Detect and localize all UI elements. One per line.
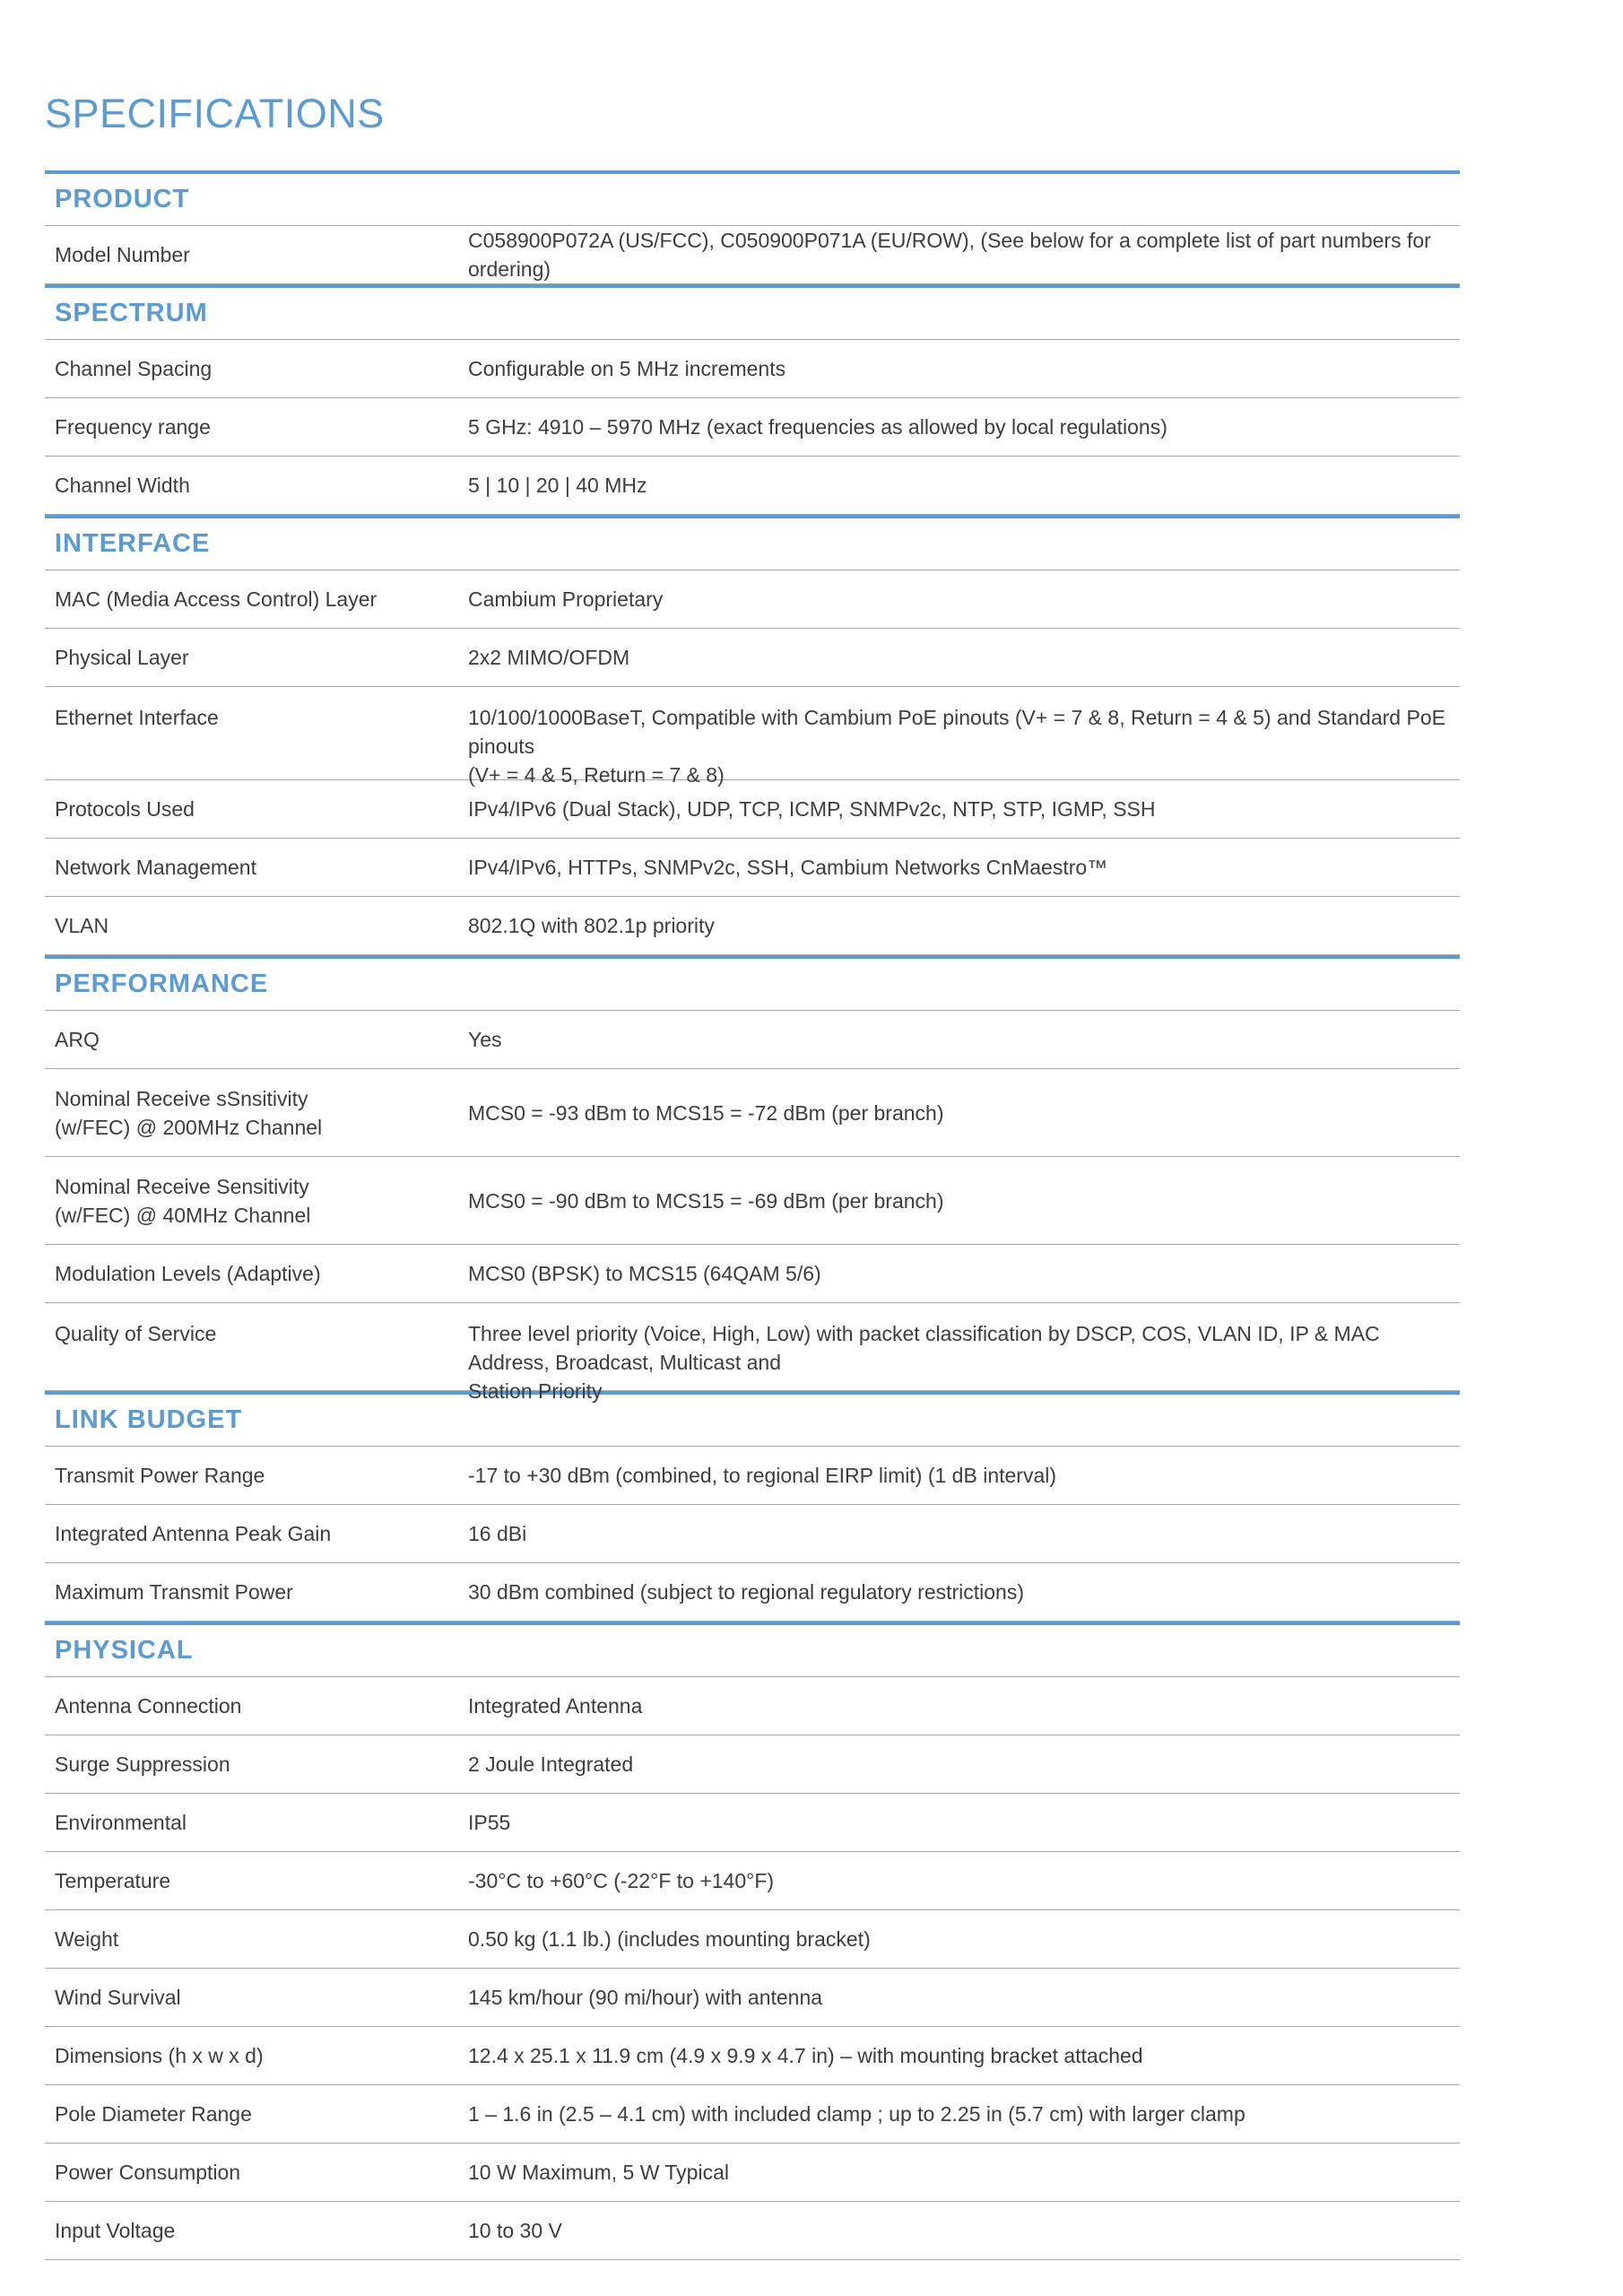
spec-value: 10/100/1000BaseT, Compatible with Cambium PoE pinouts (V+ = 7 & 8, Return = 4 & 5) and Standard PoE pinouts (V+ = 4 & 5, Return = 7 & 8): [468, 706, 1445, 787]
spec-value: IP55: [468, 1811, 511, 1834]
spec-value: 10 to 30 V: [468, 2219, 562, 2242]
spec-value: Yes: [468, 1028, 502, 1051]
spec-label: Antenna Connection: [55, 1694, 242, 1718]
spec-row-pole-diameter-range: [45, 2085, 1460, 2144]
spec-value: MCS0 (BPSK) to MCS15 (64QAM 5/6): [468, 1262, 821, 1285]
spec-value: Configurable on 5 MHz increments: [468, 357, 786, 380]
spec-value: -30°C to +60°C (-22°F to +140°F): [468, 1869, 775, 1892]
spec-label: Frequency range: [55, 415, 211, 439]
spec-value: 12.4 x 25.1 x 11.9 cm (4.9 x 9.9 x 4.7 in) – with mounting bracket attached: [468, 2044, 1143, 2067]
spec-row-environmental: [45, 1794, 1460, 1852]
spec-row-surge-suppression: [45, 1735, 1460, 1794]
spec-label: MAC (Media Access Control) Layer: [55, 587, 378, 611]
spec-label: Physical Layer: [55, 646, 189, 669]
spec-row-temperature: [45, 1852, 1460, 1910]
spec-label: Surge Suppression: [55, 1752, 230, 1776]
spec-row-channel-width: [45, 457, 1460, 515]
spec-value: 16 dBi: [468, 1522, 527, 1545]
spec-row-power-consumption: [45, 2144, 1460, 2202]
spec-value: 10 W Maximum, 5 W Typical: [468, 2161, 729, 2184]
spec-value: 802.1Q with 802.1p priority: [468, 914, 715, 937]
spec-label: Ethernet Interface: [55, 706, 219, 729]
page-title: SPECIFICATIONS: [45, 91, 385, 136]
spec-row-model-number: [45, 226, 1460, 284]
section-header-spectrum: [45, 284, 1460, 340]
spec-row-receive-sensitivity-200mhz: [45, 1069, 1460, 1157]
section-title: PERFORMANCE: [55, 970, 269, 998]
spec-label: Integrated Antenna Peak Gain: [55, 1522, 332, 1545]
spec-label: Modulation Levels (Adaptive): [55, 1262, 321, 1285]
section-header-physical: [45, 1622, 1460, 1677]
spec-row-dimensions: [45, 2027, 1460, 2085]
spec-value: Three level priority (Voice, High, Low) with packet classification by DSCP, COS, VLAN ID, IP & MAC Address, Broadcast, Multicast and Station Priority: [468, 1322, 1380, 1403]
spec-value: 5 GHz: 4910 – 5970 MHz (exact frequencies as allowed by local regulations): [468, 415, 1167, 439]
spec-label: Channel Spacing: [55, 357, 213, 380]
spec-label: Channel Width: [55, 474, 190, 497]
spec-value: C058900P072A (US/FCC), C050900P071A (EU/ROW), (See below for a complete list of part numbers for ordering): [468, 229, 1431, 281]
spec-label: Maximum Transmit Power: [55, 1580, 293, 1604]
spec-label: Pole Diameter Range: [55, 2102, 252, 2126]
spec-label: Model Number: [55, 243, 190, 266]
section-title: PRODUCT: [55, 185, 190, 213]
section-header-performance: [45, 955, 1460, 1011]
spec-row-network-management: [45, 839, 1460, 897]
section-title: INTERFACE: [55, 529, 211, 558]
spec-label: Temperature: [55, 1869, 171, 1892]
spec-value: MCS0 = -93 dBm to MCS15 = -72 dBm (per branch): [468, 1100, 944, 1125]
spec-label: Network Management: [55, 856, 256, 879]
spec-row-wind-survival: [45, 1969, 1460, 2027]
spec-row-input-voltage: [45, 2202, 1460, 2260]
spec-row-vlan: [45, 897, 1460, 955]
spec-value: Integrated Antenna: [468, 1694, 643, 1718]
spec-row-transmit-power-range: [45, 1447, 1460, 1505]
section-header-product: [45, 170, 1460, 226]
specifications-table: [45, 170, 1460, 2260]
spec-label: Power Consumption: [55, 2161, 241, 2184]
spec-label: ARQ: [55, 1028, 100, 1051]
spec-value: 0.50 kg (1.1 lb.) (includes mounting bracket): [468, 1927, 871, 1951]
spec-label: Dimensions (h x w x d): [55, 2044, 264, 2067]
spec-row-ethernet-interface: [45, 687, 1460, 787]
spec-label: Environmental: [55, 1811, 187, 1834]
section-title: PHYSICAL: [55, 1636, 194, 1665]
spec-label: Transmit Power Range: [55, 1464, 265, 1487]
spec-value: MCS0 = -90 dBm to MCS15 = -69 dBm (per branch): [468, 1188, 944, 1213]
spec-label: Nominal Receive sSnsitivity (w/FEC) @ 200MHz Channel: [55, 1086, 323, 1139]
spec-row-mac-layer: [45, 570, 1460, 629]
spec-value: Cambium Proprietary: [468, 587, 664, 611]
spec-row-channel-spacing: [45, 340, 1460, 398]
spec-label: Weight: [55, 1927, 119, 1951]
spec-row-antenna-peak-gain: [45, 1505, 1460, 1563]
spec-value: IPv4/IPv6 (Dual Stack), UDP, TCP, ICMP, SNMPv2c, NTP, STP, IGMP, SSH: [468, 797, 1156, 821]
spec-row-frequency-range: [45, 398, 1460, 457]
spec-row-max-transmit-power: [45, 1563, 1460, 1622]
section-title: SPECTRUM: [55, 299, 208, 327]
spec-value: 2 Joule Integrated: [468, 1752, 634, 1776]
spec-row-physical-layer: [45, 629, 1460, 687]
spec-value: 5 | 10 | 20 | 40 MHz: [468, 474, 647, 497]
section-title: LINK BUDGET: [55, 1405, 243, 1434]
spec-row-weight: [45, 1910, 1460, 1969]
spec-value: IPv4/IPv6, HTTPs, SNMPv2c, SSH, Cambium Networks CnMaestro™: [468, 856, 1108, 879]
spec-label: Nominal Receive Sensitivity (w/FEC) @ 40MHz Channel: [55, 1174, 311, 1227]
spec-value: 1 – 1.6 in (2.5 – 4.1 cm) with included clamp ; up to 2.25 in (5.7 cm) with larger clamp: [468, 2102, 1245, 2126]
spec-value: 2x2 MIMO/OFDM: [468, 646, 630, 669]
spec-value: 145 km/hour (90 mi/hour) with antenna: [468, 1986, 823, 2009]
spec-label: Quality of Service: [55, 1322, 217, 1345]
spec-label: Input Voltage: [55, 2219, 176, 2242]
spec-row-receive-sensitivity-40mhz: [45, 1157, 1460, 1245]
spec-label: Wind Survival: [55, 1986, 181, 2009]
section-header-interface: [45, 515, 1460, 570]
spec-value: -17 to +30 dBm (combined, to regional EIRP limit) (1 dB interval): [468, 1464, 1057, 1487]
spec-label: VLAN: [55, 914, 109, 937]
spec-row-modulation-levels: [45, 1245, 1460, 1303]
spec-label: Protocols Used: [55, 797, 195, 821]
spec-row-quality-of-service: [45, 1303, 1460, 1403]
spec-row-antenna-connection: [45, 1677, 1460, 1735]
spec-row-arq: [45, 1011, 1460, 1069]
spec-value: 30 dBm combined (subject to regional regulatory restrictions): [468, 1580, 1025, 1604]
